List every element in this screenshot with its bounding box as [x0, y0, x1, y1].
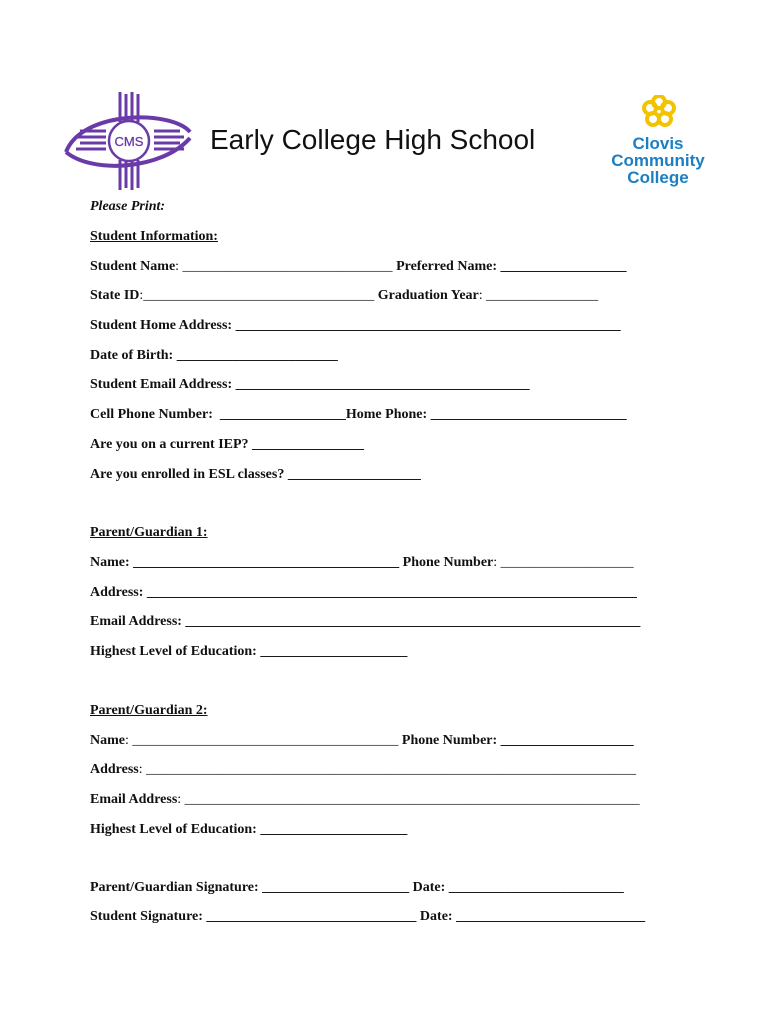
pg2-email-label: Email Address: [90, 792, 178, 807]
parent-guardian-2-heading: Parent/Guardian 2:: [90, 703, 208, 718]
ccc-logo-line2: Community: [611, 151, 705, 170]
esl-field[interactable]: Are you enrolled in ESL classes? ___________________: [90, 467, 421, 482]
pg2-name-field[interactable]: : ______________________________________: [125, 733, 402, 748]
iep-field[interactable]: Are you on a current IEP? ________________: [90, 437, 365, 452]
pg2-email-row[interactable]: [90, 792, 640, 808]
student-name-label: Student Name: [90, 259, 176, 274]
graduation-year-field[interactable]: : ________________: [478, 288, 599, 303]
clovis-community-college-logo: [606, 95, 710, 195]
pg1-phone-field[interactable]: : ___________________: [493, 555, 634, 570]
student-email-field[interactable]: Student Email Address: __________________________________________: [90, 377, 530, 392]
pg2-name-row[interactable]: [90, 733, 634, 749]
sun-flower-icon: [642, 95, 676, 129]
pg2-phone-field[interactable]: Phone Number: ___________________: [401, 733, 634, 748]
pg1-name-field[interactable]: Name: ______________________________________: [90, 555, 403, 570]
home-address-field[interactable]: Student Home Address: _______________________________________________________: [90, 318, 621, 333]
ccc-logo-line3: College: [627, 168, 689, 187]
student-name-row[interactable]: [90, 259, 627, 275]
pg2-name-label: Name: [90, 733, 125, 748]
student-name-field[interactable]: : ______________________________: [175, 259, 397, 274]
cms-logo: [62, 90, 194, 192]
parent-signature-field[interactable]: Parent/Guardian Signature: _____________________ Date: _________________________: [90, 880, 624, 895]
pg1-address-field[interactable]: Address: ______________________________________________________________________: [90, 585, 637, 600]
pg1-name-row[interactable]: [90, 555, 634, 571]
state-id-field[interactable]: :_________________________________: [139, 288, 378, 303]
pg1-phone-label: Phone Number: [402, 555, 494, 570]
preferred-name-field[interactable]: Preferred Name: __________________: [396, 259, 627, 274]
student-signature-field[interactable]: Student Signature: ______________________________ Date: ___________________________: [90, 909, 646, 924]
ccc-logo-line1: Clovis: [632, 134, 684, 153]
page-title: Early College High School: [210, 124, 536, 155]
cell-home-phone-field[interactable]: Cell Phone Number: __________________Home Phone: ____________________________: [90, 407, 627, 422]
date-of-birth-field[interactable]: Date of Birth: _______________________: [90, 348, 338, 363]
student-info-heading: Student Information:: [90, 229, 218, 244]
pg2-email-field[interactable]: : _________________________________________________________________: [177, 792, 640, 807]
graduation-year-label: Graduation Year: [377, 288, 479, 303]
ccc-logo-name: [606, 135, 710, 186]
pg1-email-field[interactable]: Email Address: _________________________________________________________________: [90, 614, 641, 629]
please-print-label: Please Print:: [90, 199, 166, 214]
state-id-label: State ID: [90, 288, 140, 303]
pg2-address-label: Address: [90, 762, 139, 777]
pg2-education-field[interactable]: Highest Level of Education: _____________________: [90, 822, 408, 837]
pg2-address-row[interactable]: [90, 762, 636, 778]
state-id-row[interactable]: [90, 288, 598, 304]
pg1-education-field[interactable]: Highest Level of Education: _____________________: [90, 644, 408, 659]
pg2-address-field[interactable]: : ______________________________________________________________________: [138, 762, 637, 777]
cms-logo-text: CMS: [114, 134, 144, 149]
parent-guardian-1-heading: Parent/Guardian 1:: [90, 525, 208, 540]
